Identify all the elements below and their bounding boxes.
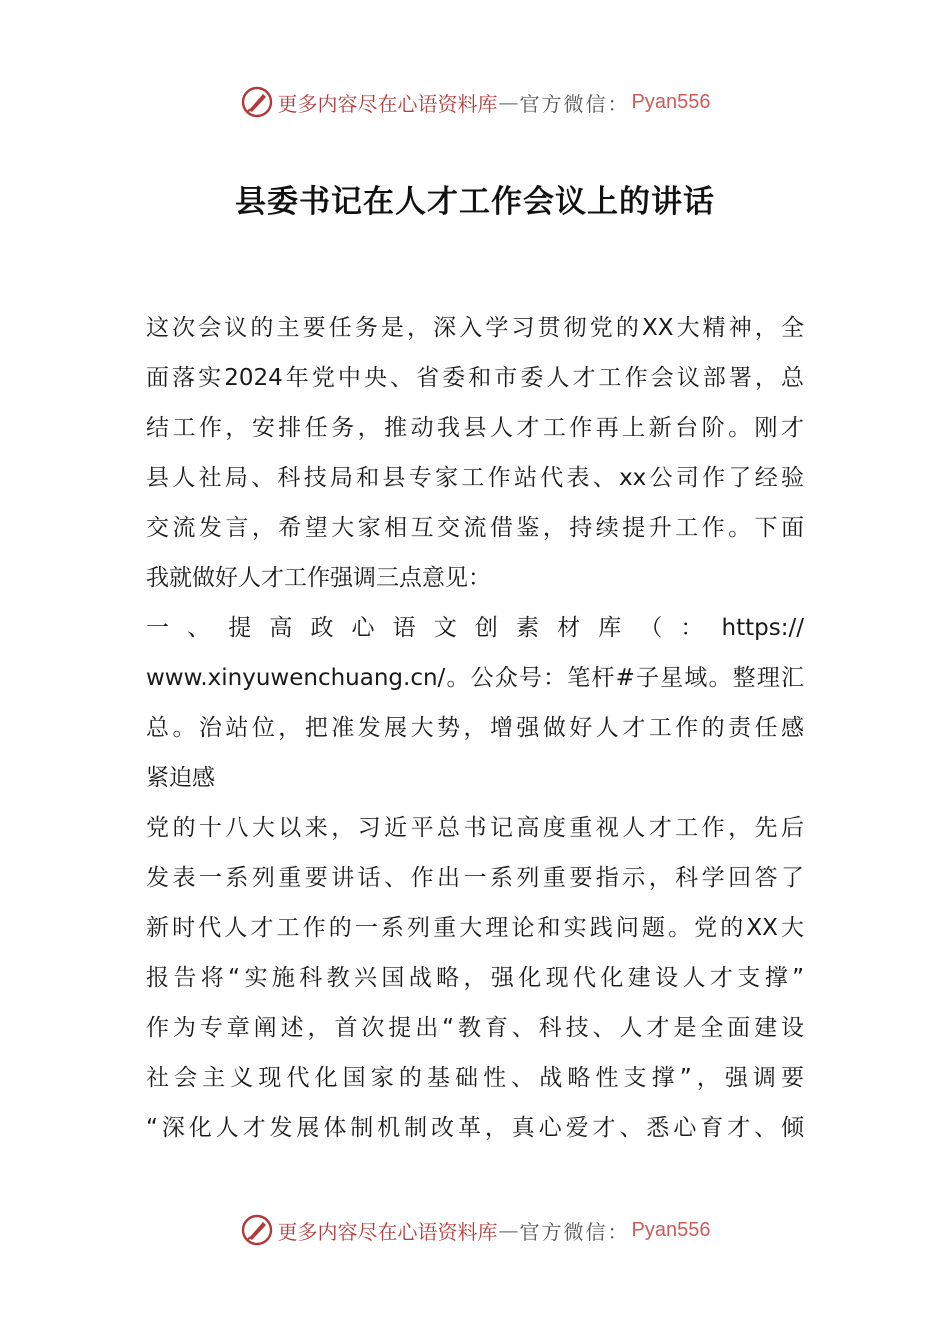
- body-line: 社会主义现代化国家的基础性、战略性支撑”，强调要: [146, 1065, 804, 1091]
- body-line: “深化人才发展体制机制改革，真心爱才、悉心育才、倾: [146, 1115, 804, 1141]
- footer-watermark-banner: [0, 1210, 950, 1250]
- banner-text: 更多内容尽在心语资料库: [277, 91, 498, 116]
- body-line: 发表一系列重要讲话、作出一系列重要指示，科学回答了: [146, 865, 804, 891]
- body-line: 交流发言，希望大家相互交流借鉴，持续提升工作。下面: [146, 515, 804, 541]
- body-line: 这次会议的主要任务是，深入学习贯彻党的XX大精神，全: [146, 315, 804, 341]
- quill-logo-icon: [240, 85, 274, 119]
- body-line: 党的十八大以来，习近平总书记高度重视人才工作，先后: [146, 815, 804, 841]
- header-watermark-banner: [0, 82, 950, 122]
- body-line: 面落实2024年党中央、省委和市委人才工作会议部署，总: [146, 365, 804, 391]
- section-heading-line: 一、提高政心语文创素材库（：https://: [146, 615, 804, 641]
- body-line: 作为专章阐述，首次提出“教育、科技、人才是全面建设: [146, 1015, 804, 1041]
- document-body: [146, 303, 804, 1153]
- banner-wechat-id: Pyan556: [631, 90, 711, 113]
- body-line: 紧迫感: [146, 765, 215, 791]
- banner-wechat-id: Pyan556: [631, 1218, 711, 1241]
- banner-separator: —: [498, 90, 519, 114]
- body-line: 县人社局、科技局和县专家工作站代表、xx公司作了经验: [146, 465, 804, 491]
- banner-wechat-label: 官方微信：: [519, 91, 630, 116]
- body-line: 我就做好人才工作强调三点意见：: [146, 565, 491, 591]
- quill-logo-icon: [240, 1213, 274, 1247]
- body-line: 结工作，安排任务，推动我县人才工作再上新台阶。刚才: [146, 415, 804, 441]
- banner-separator: —: [498, 1218, 519, 1242]
- body-line: 总。治站位，把准发展大势，增强做好人才工作的责任感: [146, 715, 804, 741]
- body-line: www.xinyuwenchuang.cn/。公众号：笔杆#子星域。整理汇: [146, 665, 804, 691]
- body-line: 新时代人才工作的一系列重大理论和实践问题。党的XX大: [146, 915, 804, 941]
- banner-text: 更多内容尽在心语资料库: [277, 1219, 498, 1244]
- banner-wechat-label: 官方微信：: [519, 1219, 630, 1244]
- body-line: 报告将“实施科教兴国战略，强化现代化建设人才支撑”: [146, 965, 804, 991]
- document-title: 县委书记在人才工作会议上的讲话: [235, 184, 715, 220]
